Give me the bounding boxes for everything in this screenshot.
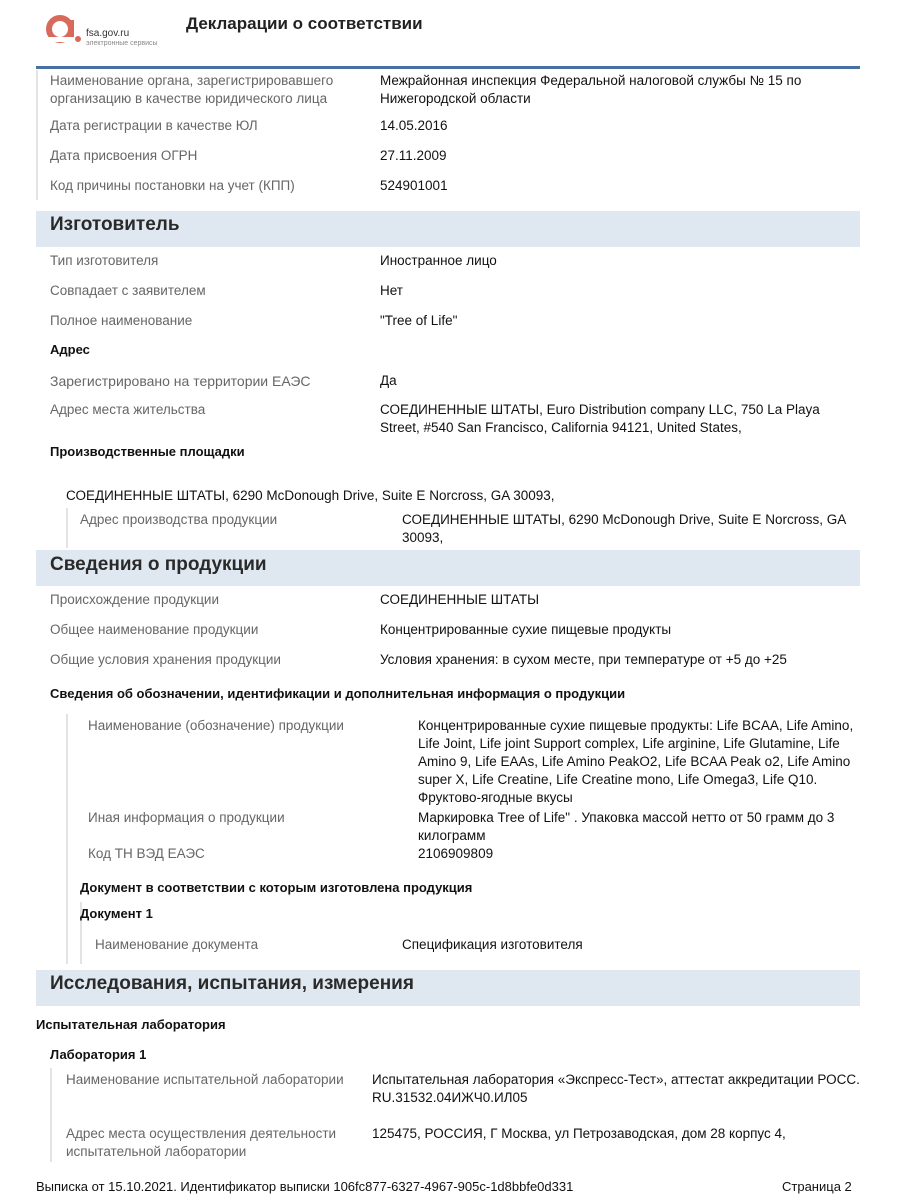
subheading-production-sites: Производственные площадки <box>50 444 245 459</box>
page-title: Декларации о соответствии <box>186 14 423 33</box>
section-title: Сведения о продукции <box>50 554 267 575</box>
field-label: Дата присвоения ОГРН <box>50 148 198 163</box>
section-title: Изготовитель <box>50 214 180 235</box>
footer-page-number: Страница 2 <box>782 1179 852 1194</box>
field-label: Адрес производства продукции <box>80 512 278 527</box>
field-value: 2106909809 <box>418 846 494 861</box>
fsa-logo-icon[interactable] <box>44 12 84 46</box>
field-value: Концентрированные сухие пищевые продукты <box>380 622 672 637</box>
subheading-lab: Испытательная лаборатория <box>36 1017 226 1032</box>
field-label: Общие условия хранения продукции <box>50 652 281 667</box>
field-value: Концентрированные сухие пищевые продукты: Life BCAA, Life Amino, Life Joint, Life joint Support complex, Life arginine, Life Glutamine, Life Amino 9, Life EAAs, Life Amino PeakO2, Life BCAA Peak o2, Life Amino super X, Life Creatine, Life Creatine mono, Life Omega3, Life Q10. Фруктово-ягодные вкусы <box>418 718 854 805</box>
field-label: Происхождение продукции <box>50 592 220 607</box>
subheading-document: Документ в соответствии с которым изготовлена продукция <box>80 880 473 895</box>
header-rule <box>36 66 860 69</box>
site-summary: СОЕДИНЕННЫЕ ШТАТЫ, 6290 McDonough Drive, Suite E Norcross, GA 30093, <box>66 488 555 503</box>
field-label: Наименование органа, зарегистрировавшего организацию в качестве юридического лица <box>50 73 334 106</box>
lab-number: Лаборатория 1 <box>50 1047 147 1062</box>
field-label: Адрес места осуществления деятельности испытательной лаборатории <box>66 1126 337 1159</box>
subheading-identification: Сведения об обозначении, идентификации и дополнительная информация о продукции <box>50 686 626 701</box>
logo-subtitle: электронные сервисы <box>86 40 158 47</box>
field-label: Код причины постановки на учет (КПП) <box>50 178 295 193</box>
field-value: 14.05.2016 <box>380 118 448 133</box>
field-value: Маркировка Tree of Life" . Упаковка массой нетто от 50 грамм до 3 килограмм <box>418 810 835 843</box>
field-value: Нет <box>380 283 403 298</box>
field-label: Иная информация о продукции <box>88 810 285 825</box>
site-border <box>66 508 68 548</box>
section-title: Исследования, испытания, измерения <box>50 973 414 994</box>
field-label: Дата регистрации в качестве ЮЛ <box>50 118 258 133</box>
field-value: 125475, РОССИЯ, Г Москва, ул Петрозаводская, дом 28 корпус 4, <box>372 1126 786 1141</box>
field-value: СОЕДИНЕННЫЕ ШТАТЫ, Euro Distribution company LLC, 750 La Playa Street, #540 San Francisco, California 94121, United States, <box>380 402 820 435</box>
field-label: Тип изготовителя <box>50 253 159 268</box>
field-label: Адрес места жительства <box>50 402 206 417</box>
field-value: Испытательная лаборатория «Экспресс-Тест», аттестат аккредитации РОСС. RU.31532.04ИЖЧ0.ИЛ05 <box>372 1072 860 1105</box>
field-label: Общее наименование продукции <box>50 622 259 637</box>
ident-border <box>66 714 68 964</box>
document-number: Документ 1 <box>80 906 153 921</box>
field-label: Наименование документа <box>95 937 259 952</box>
field-value: СОЕДИНЕННЫЕ ШТАТЫ, 6290 McDonough Drive, Suite E Norcross, GA 30093, <box>402 512 846 545</box>
section-border <box>36 70 38 200</box>
field-value: 524901001 <box>380 178 448 193</box>
field-label: Зарегистрировано на территории ЕАЭС <box>50 373 311 389</box>
field-value: Спецификация изготовителя <box>402 937 583 952</box>
field-value: Иностранное лицо <box>380 253 497 268</box>
field-label: Совпадает с заявителем <box>50 283 206 298</box>
lab-border <box>50 1068 52 1162</box>
subheading-address: Адрес <box>50 342 90 357</box>
logo-site: fsa.gov.ru <box>86 28 130 39</box>
field-value: "Tree of Life" <box>380 313 458 328</box>
field-value: Условия хранения: в сухом месте, при температуре от +5 до +25 <box>380 652 787 667</box>
field-label: Код ТН ВЭД ЕАЭС <box>88 846 205 861</box>
footer-extract-id: Выписка от 15.10.2021. Идентификатор выписки 106fc877-6327-4967-905c-1d8bbfe0d331 <box>36 1179 574 1194</box>
field-label: Полное наименование <box>50 313 193 328</box>
field-value: Да <box>380 373 397 388</box>
field-value: СОЕДИНЕННЫЕ ШТАТЫ <box>380 592 540 607</box>
field-value: Межрайонная инспекция Федеральной налоговой службы № 15 по Нижегородской области <box>380 73 802 106</box>
field-value: 27.11.2009 <box>380 148 447 163</box>
field-label: Наименование испытательной лаборатории <box>66 1072 344 1087</box>
field-label: Наименование (обозначение) продукции <box>88 718 344 733</box>
